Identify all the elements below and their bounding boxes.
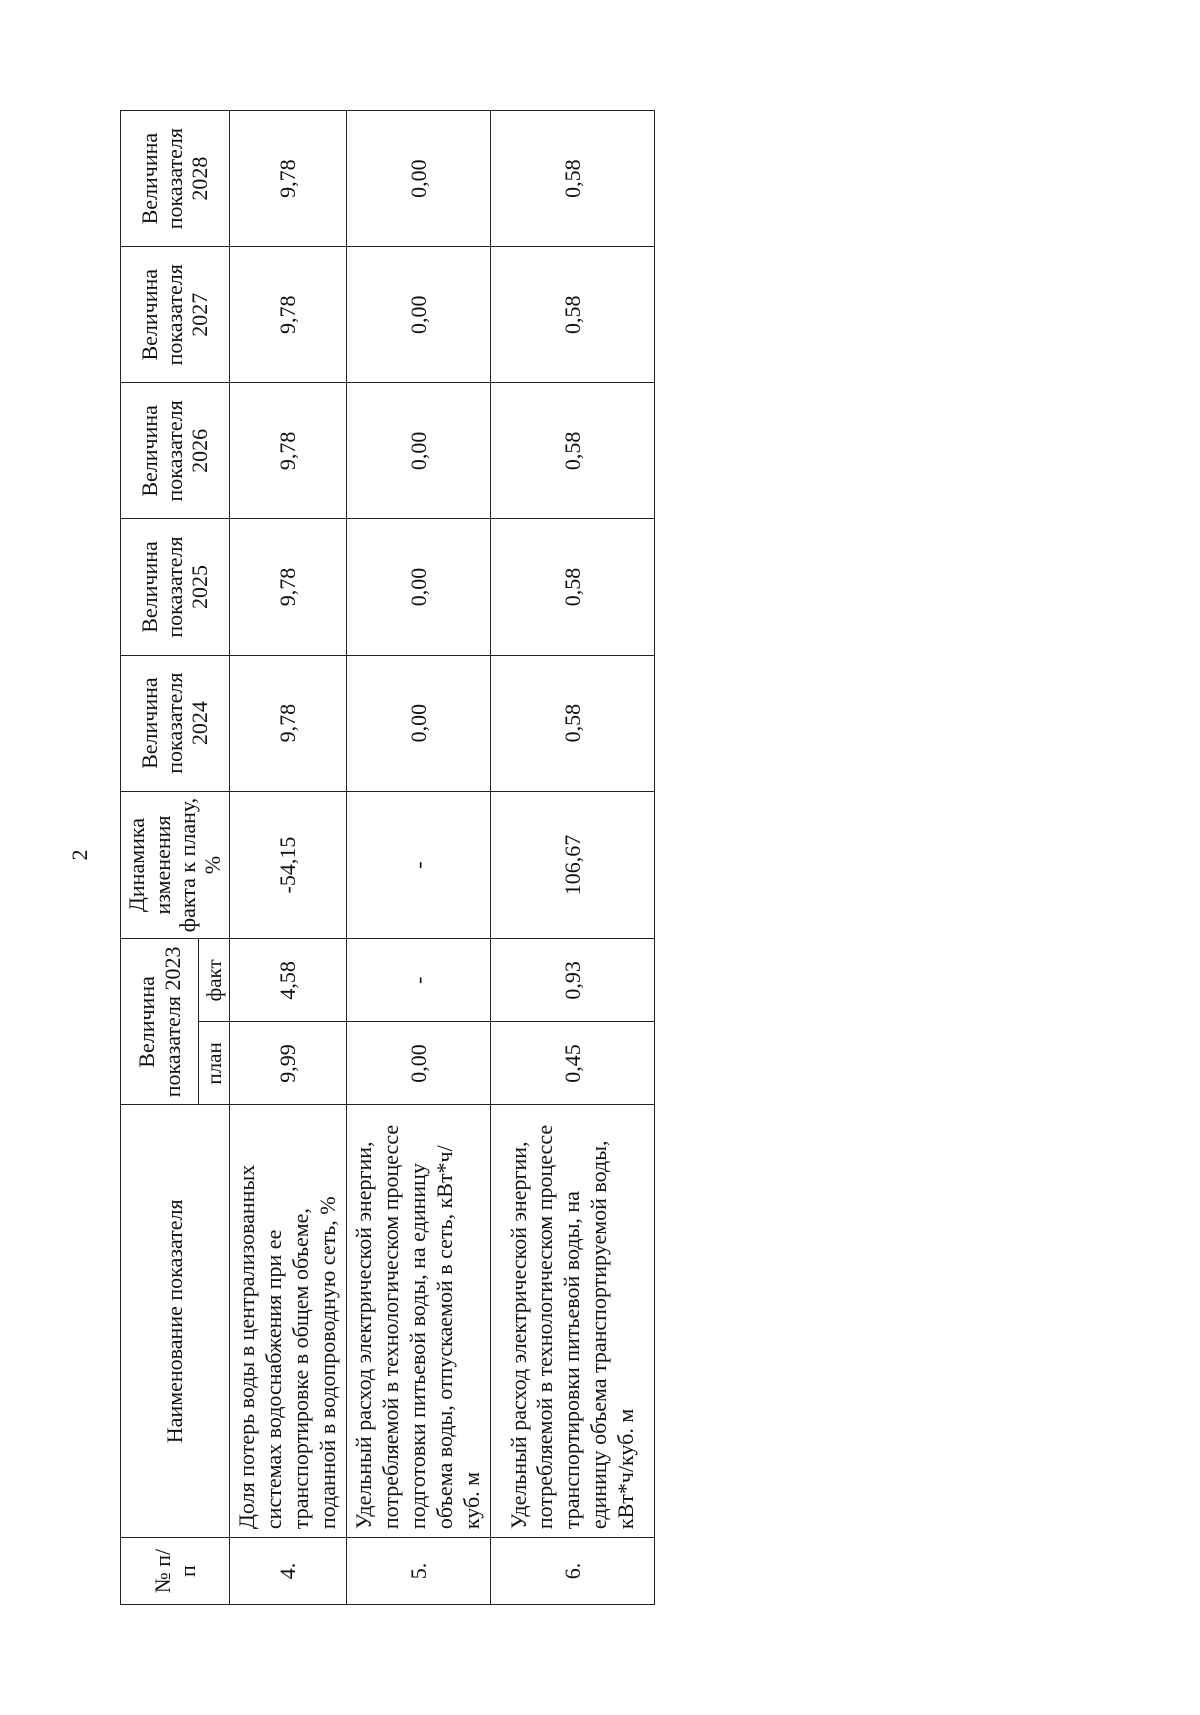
header-fact: факт	[199, 939, 229, 1022]
header-2027: Величина показателя 2027	[121, 247, 230, 383]
header-plan: план	[199, 1022, 229, 1105]
table-row	[229, 111, 346, 1605]
value-2026: 9,78	[229, 383, 346, 519]
indicator-name: Удельный расход электрической энергии, потребляемой в технологическом процессе транспортировки питьевой воды, на единицу объема транспортируемой воды, кВт*ч/куб. м	[491, 1105, 655, 1538]
page-number: 2	[67, 849, 92, 861]
value-2028: 9,78	[229, 111, 346, 247]
value-2027: 0,00	[346, 247, 490, 383]
plan-2023: 0,00	[346, 1022, 490, 1105]
header-2023: Величина показателя 2023	[121, 939, 199, 1105]
table-row	[491, 111, 655, 1605]
plan-2023: 9,99	[229, 1022, 346, 1105]
value-2026: 0,00	[346, 383, 490, 519]
value-2027: 0,58	[491, 247, 655, 383]
row-number: 5.	[346, 1538, 490, 1605]
header-2026: Величина показателя 2026	[121, 383, 230, 519]
header-2024: Величина показателя 2024	[121, 655, 230, 791]
plan-2023: 0,45	[491, 1022, 655, 1105]
value-2025: 0,00	[346, 519, 490, 655]
value-2025: 9,78	[229, 519, 346, 655]
header-num: № п/п	[121, 1538, 230, 1605]
value-2024: 9,78	[229, 655, 346, 791]
header-2025: Величина показателя 2025	[121, 519, 230, 655]
header-row	[121, 111, 199, 1605]
row-number: 6.	[491, 1538, 655, 1605]
table-row	[346, 111, 490, 1605]
indicators-table	[120, 110, 655, 1605]
indicators-table-container	[120, 110, 655, 1605]
indicator-name: Доля потерь воды в централизованных системах водоснабжения при ее транспортировке в общем объеме, поданной в водопроводную сеть, %	[229, 1105, 346, 1538]
value-2028: 0,58	[491, 111, 655, 247]
fact-2023: 0,93	[491, 939, 655, 1022]
fact-2023: 4,58	[229, 939, 346, 1022]
header-name: Наименование показателя	[121, 1105, 230, 1538]
rotated-table-frame	[120, 110, 655, 1605]
value-2024: 0,00	[346, 655, 490, 791]
value-2027: 9,78	[229, 247, 346, 383]
value-2024: 0,58	[491, 655, 655, 791]
value-2026: 0,58	[491, 383, 655, 519]
row-number: 4.	[229, 1538, 346, 1605]
header-2028: Величина показателя 2028	[121, 111, 230, 247]
value-2025: 0,58	[491, 519, 655, 655]
dynamics-value: -54,15	[229, 791, 346, 939]
value-2028: 0,00	[346, 111, 490, 247]
header-dynamics: Динамика изменения факта к плану, %	[121, 791, 230, 939]
dynamics-value: -	[346, 791, 490, 939]
fact-2023: -	[346, 939, 490, 1022]
dynamics-value: 106,67	[491, 791, 655, 939]
indicator-name: Удельный расход электрической энергии, потребляемой в технологическом процессе подготовки питьевой воды, на единицу объема воды, отпускаемой в сеть, кВт*ч/куб. м	[346, 1105, 490, 1538]
